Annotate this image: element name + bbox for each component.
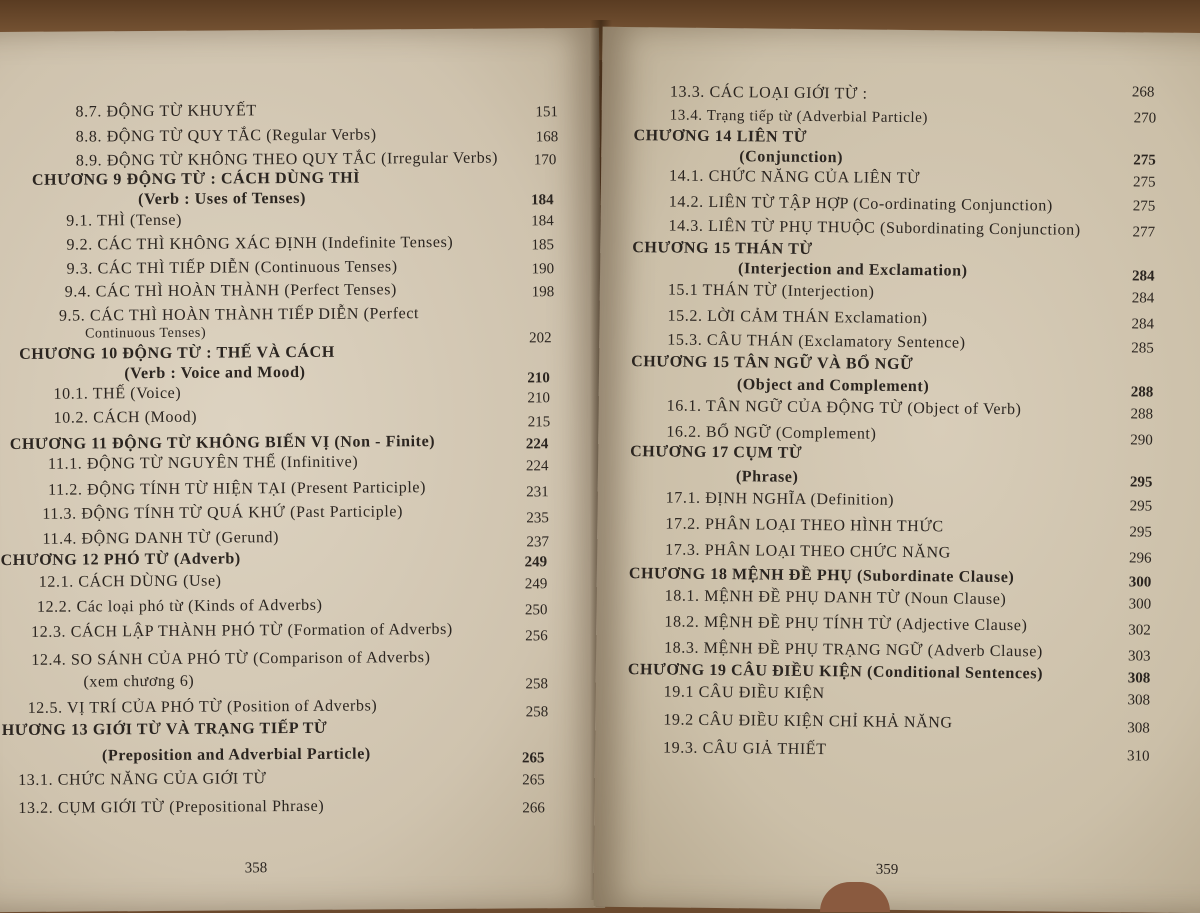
toc-page-number: 308 xyxy=(1127,720,1150,737)
toc-page-number: 198 xyxy=(531,284,555,301)
toc-page-number: 250 xyxy=(524,602,548,619)
toc-entry: 13.2. CỤM GIỚI TỪ (Prepositional Phrase) xyxy=(18,797,325,817)
toc-page-number: 151 xyxy=(535,104,559,121)
toc-page-number: 275 xyxy=(1132,174,1156,191)
chapter-heading: CHƯƠNG 11 ĐỘNG TỪ KHÔNG BIẾN VỊ (Non - Finite) xyxy=(9,433,436,453)
toc-page-number: 277 xyxy=(1132,224,1156,241)
toc-entry: 9.2. CÁC THÌ KHÔNG XÁC ĐỊNH (Indefinite Tenses) xyxy=(66,233,454,254)
toc-entry: 17.2. PHÂN LOẠI THEO HÌNH THỨC xyxy=(665,515,944,536)
toc-entry: 13.4. Trạng tiếp từ (Adverbial Particle) xyxy=(669,107,929,127)
toc-entry: 19.2 CÂU ĐIỀU KIỆN CHỈ KHẢ NĂNG xyxy=(663,711,953,732)
toc-page-number: 237 xyxy=(526,534,550,551)
toc-entry: 8.8. ĐỘNG TỪ QUY TẮC (Regular Verbs) xyxy=(75,126,377,146)
chapter-heading: CHƯƠNG 14 LIÊN TỪ xyxy=(633,127,808,146)
toc-page-number: 295 xyxy=(1129,524,1152,541)
toc-page-number: 258 xyxy=(525,676,549,693)
chapter-heading: CHƯƠNG 15 THÁN TỪ xyxy=(632,239,813,258)
toc-entry-continuation: (xem chương 6) xyxy=(83,672,195,691)
toc-entry: 12.4. SO SÁNH CỦA PHÓ TỪ (Comparison of Adverbs) xyxy=(31,649,431,669)
toc-page-number: 184 xyxy=(531,213,554,230)
chapter-subtitle: (Verb : Uses of Tenses) xyxy=(138,189,307,209)
chapter-subtitle: (Phrase) xyxy=(735,468,799,486)
toc-page-number: 285 xyxy=(1131,340,1154,357)
toc-entry-continuation: Continuous Tenses) xyxy=(84,325,207,342)
toc-page-number: 215 xyxy=(527,414,551,431)
toc-entry: 15.1 THÁN TỪ (Interjection) xyxy=(667,281,875,301)
toc-page-number: 288 xyxy=(1130,406,1154,423)
toc-page-number: 231 xyxy=(526,484,549,501)
page-number: 358 xyxy=(244,860,268,877)
toc-page-number: 258 xyxy=(525,704,549,721)
toc-entry: 8.7. ĐỘNG TỪ KHUYẾT xyxy=(75,102,257,121)
toc-page-number: 303 xyxy=(1127,648,1151,665)
toc-page-number: 256 xyxy=(525,628,548,645)
toc-entry: 18.2. MỆNH ĐỀ PHỤ TÍNH TỪ (Adjective Clause) xyxy=(664,613,1028,635)
left-page xyxy=(0,28,605,912)
toc-entry: 12.5. VỊ TRÍ CỦA PHÓ TỪ (Position of Adverbs) xyxy=(27,697,378,717)
chapter-heading: CHƯƠNG 15 TÂN NGỮ VÀ BỔ NGỮ xyxy=(631,353,914,374)
chapter-subtitle: (Verb : Voice and Mood) xyxy=(124,363,306,383)
toc-page-number: 288 xyxy=(1130,384,1154,401)
chapter-heading: CHƯƠNG 12 PHÓ TỪ (Adverb) xyxy=(0,550,241,570)
toc-page-number: 185 xyxy=(531,237,554,254)
chapter-subtitle: (Object and Complement) xyxy=(736,376,930,396)
chapter-heading: CHƯƠNG 17 CỤM TỪ xyxy=(630,443,803,462)
toc-page-number: 300 xyxy=(1128,574,1152,591)
toc-page-number: 266 xyxy=(522,800,545,817)
toc-entry: 9.3. CÁC THÌ TIẾP DIỄN (Continuous Tenses) xyxy=(66,258,398,278)
toc-entry: 10.1. THẾ (Voice) xyxy=(53,384,182,403)
chapter-heading: HƯƠNG 13 GIỚI TỪ VÀ TRẠNG TIẾP TỪ xyxy=(1,719,328,740)
toc-page-number: 308 xyxy=(1127,670,1151,687)
chapter-heading: CHƯƠNG 19 CÂU ĐIỀU KIỆN (Conditional Sentences) xyxy=(627,661,1044,683)
toc-page-number: 302 xyxy=(1128,622,1151,639)
toc-entry: 14.3. LIÊN TỪ PHỤ THUỘC (Subordinating Conjunction) xyxy=(668,217,1081,239)
toc-entry: 11.3. ĐỘNG TÍNH TỪ QUÁ KHỨ (Past Participle) xyxy=(42,503,404,523)
toc-entry: 10.2. CÁCH (Mood) xyxy=(53,408,198,427)
toc-entry: 11.1. ĐỘNG TỪ NGUYÊN THỂ (Infinitive) xyxy=(47,453,359,473)
toc-page-number: 210 xyxy=(527,390,551,407)
toc-entry: 17.1. ĐỊNH NGHĨA (Definition) xyxy=(665,489,895,509)
toc-entry: 13.3. CÁC LOẠI GIỚI TỪ : xyxy=(669,83,868,103)
toc-page-number: 170 xyxy=(533,152,557,169)
toc-entry: 18.1. MỆNH ĐỀ PHỤ DANH TỪ (Noun Clause) xyxy=(664,587,1007,609)
toc-entry: 12.2. Các loại phó từ (Kinds of Adverbs) xyxy=(36,596,323,616)
toc-entry: 12.1. CÁCH DÙNG (Use) xyxy=(38,572,222,591)
toc-page-number: 300 xyxy=(1128,596,1152,613)
toc-page-number: 275 xyxy=(1132,198,1156,215)
toc-page-number: 284 xyxy=(1131,316,1155,333)
toc-entry: 11.4. ĐỘNG DANH TỪ (Gerund) xyxy=(42,529,280,548)
toc-page-number: 284 xyxy=(1131,268,1155,285)
toc-page-number: 224 xyxy=(525,458,549,475)
toc-entry: 14.1. CHỨC NĂNG CỦA LIÊN TỪ xyxy=(668,167,921,188)
toc-entry: 11.2. ĐỘNG TÍNH TỪ HIỆN TẠI (Present Participle) xyxy=(48,479,427,499)
toc-entry: 12.3. CÁCH LẬP THÀNH PHÓ TỪ (Formation of Adverbs) xyxy=(31,620,453,641)
chapter-heading: CHƯƠNG 9 ĐỘNG TỪ : CÁCH DÙNG THÌ xyxy=(31,169,361,189)
toc-page-number: 184 xyxy=(531,192,554,209)
toc-entry: 9.5. CÁC THÌ HOÀN THÀNH TIẾP DIỄN (Perfect xyxy=(58,305,420,325)
chapter-subtitle: (Interjection and Exclamation) xyxy=(738,260,968,280)
toc-page-number: 190 xyxy=(531,261,555,278)
toc-page-number: 275 xyxy=(1133,152,1156,169)
toc-page-number: 202 xyxy=(529,330,552,347)
toc-page-number: 284 xyxy=(1131,290,1155,307)
toc-page-number: 249 xyxy=(524,576,548,593)
toc-page-number: 295 xyxy=(1129,474,1153,491)
toc-page-number: 308 xyxy=(1127,692,1151,709)
toc-entry: 9.1. THÌ (Tense) xyxy=(66,211,183,230)
toc-page-number: 296 xyxy=(1129,550,1152,567)
toc-page-number: 224 xyxy=(525,436,549,453)
toc-page-number: 265 xyxy=(522,772,545,789)
toc-entry: 16.1. TÂN NGỮ CỦA ĐỘNG TỪ (Object of Verb) xyxy=(666,397,1022,419)
toc-page-number: 265 xyxy=(521,750,545,767)
toc-page-number: 210 xyxy=(527,370,550,387)
toc-page-number: 270 xyxy=(1133,110,1157,127)
chapter-heading: CHƯƠNG 18 MỆNH ĐỀ PHỤ (Subordinate Clause) xyxy=(628,565,1015,587)
toc-page-number: 268 xyxy=(1131,84,1155,101)
toc-entry: 19.1 CÂU ĐIỀU KIỆN xyxy=(663,683,825,703)
chapter-heading: CHƯƠNG 10 ĐỘNG TỪ : THẾ VÀ CÁCH xyxy=(19,343,335,363)
toc-page-number: 249 xyxy=(524,554,548,571)
toc-entry: 15.3. CÂU THÁN (Exclamatory Sentence) xyxy=(667,331,966,352)
toc-entry: 15.2. LỜI CẢM THÁN Exclamation) xyxy=(667,307,928,328)
chapter-subtitle: (Preposition and Adverbial Particle) xyxy=(101,745,371,765)
toc-entry: 13.1. CHỨC NĂNG CỦA GIỚI TỪ xyxy=(18,770,267,789)
toc-entry: 14.2. LIÊN TỪ TẬP HỢP (Co-ordinating Conjunction) xyxy=(668,193,1053,215)
toc-entry: 8.9. ĐỘNG TỪ KHÔNG THEO QUY TẮC (Irregular Verbs) xyxy=(75,149,499,170)
toc-page-number: 168 xyxy=(535,129,559,146)
toc-page-number: 290 xyxy=(1130,432,1153,449)
right-page xyxy=(593,27,1200,913)
toc-page-number: 235 xyxy=(526,510,549,527)
toc-page-number: 295 xyxy=(1129,498,1153,515)
toc-entry: 19.3. CÂU GIẢ THIẾT xyxy=(662,739,827,759)
page-number: 359 xyxy=(875,861,899,878)
toc-entry: 9.4. CÁC THÌ HOÀN THÀNH (Perfect Tenses) xyxy=(64,281,397,301)
toc-entry: 17.3. PHÂN LOẠI THEO CHỨC NĂNG xyxy=(665,541,951,562)
toc-page-number: 310 xyxy=(1126,748,1150,765)
chapter-subtitle: (Conjunction) xyxy=(739,148,844,167)
toc-entry: 18.3. MỆNH ĐỀ PHỤ TRẠNG NGỮ (Adverb Clause) xyxy=(664,639,1043,661)
toc-entry: 16.2. BỔ NGỮ (Complement) xyxy=(666,423,877,443)
